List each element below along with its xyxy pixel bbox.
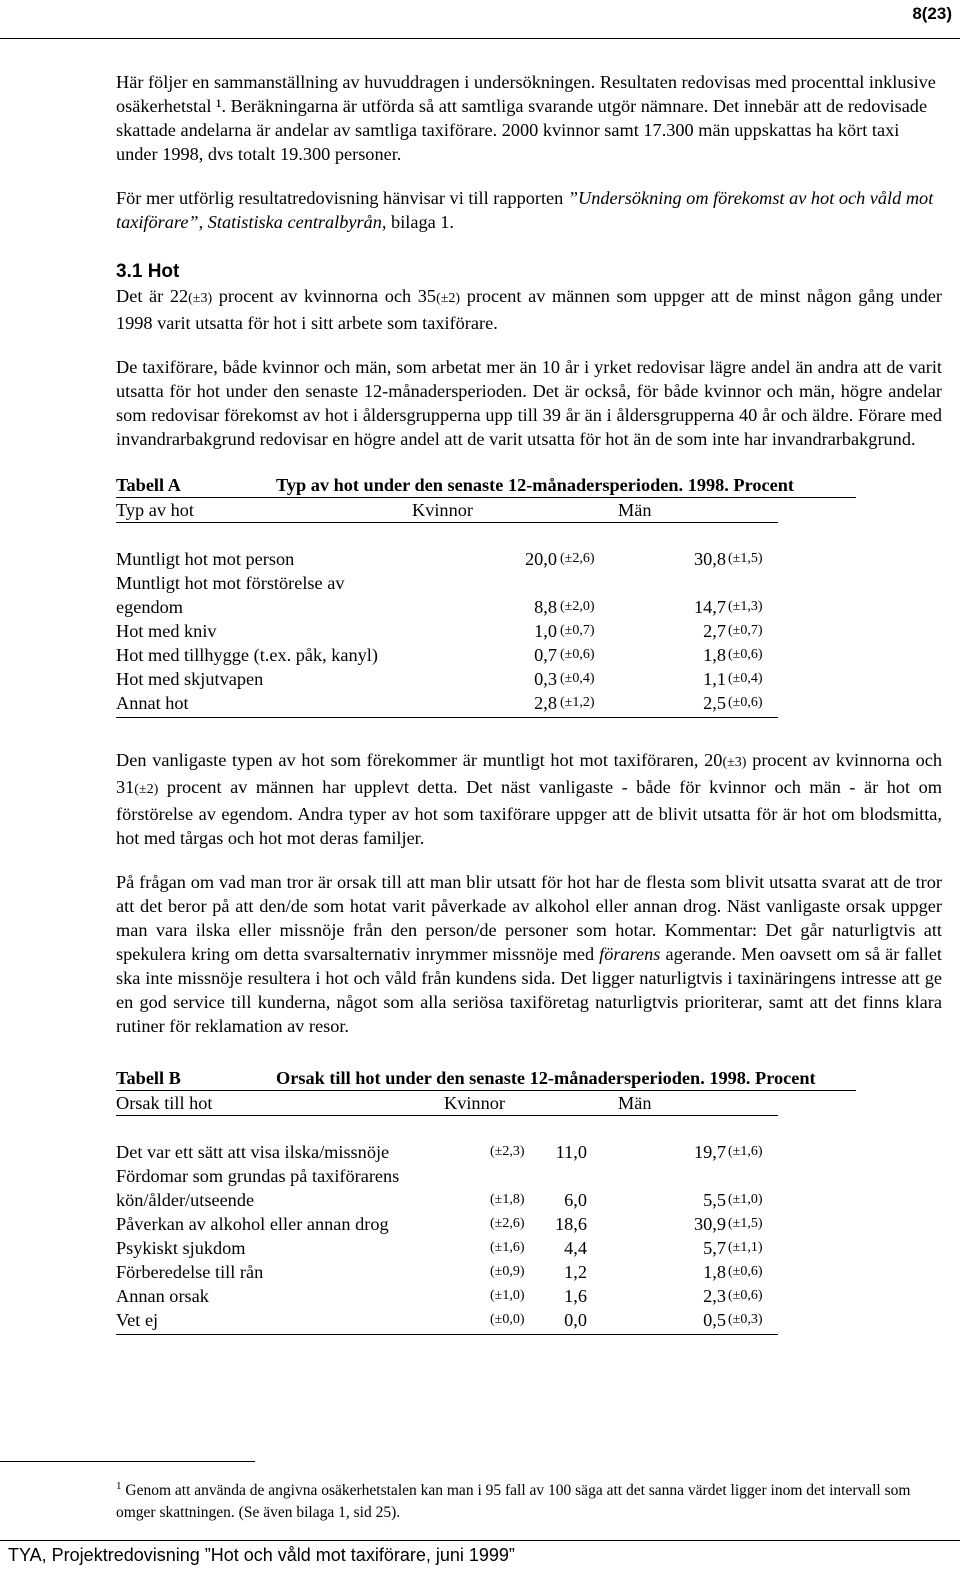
text: På frågan om vad man tror är orsak till att man blir utsatt för hot har de flesta som blivit utsatta svarat att de tror att det beror på att den/de som hotat varit påverkade av alkohol eller annan drog. Näst vanligaste orsak uppger man vara ilska eller missnöje från den person/de personer som hotar. Kommentar: Det går naturligtvis att spekulera kring om detta svarsalternativ inrymmer missnöje med	[116, 872, 942, 964]
row-label: Hot med kniv	[116, 621, 217, 641]
column-header: Män	[618, 500, 652, 520]
mid-paragraph-2	[116, 870, 942, 1038]
page-content	[116, 70, 942, 1335]
table-row	[116, 547, 778, 571]
table-row	[116, 691, 778, 715]
row-label: Annat hot	[116, 693, 189, 713]
reference-text: För mer utförlig resultatredovisning hänvisar vi till rapporten	[116, 188, 568, 208]
margin-of-error: (±3)	[722, 755, 747, 770]
table-row	[116, 1188, 778, 1212]
emphasis: förarens	[599, 944, 661, 964]
table-row	[116, 1260, 778, 1284]
men-value: 5,5	[703, 1190, 726, 1210]
men-value: 0,5	[703, 1310, 726, 1330]
text: Den vanligaste typen av hot som förekommer är muntligt hot mot taxiföraren, 20	[116, 750, 723, 770]
men-value: 2,3	[703, 1286, 726, 1306]
women-value: 11,0	[555, 1142, 587, 1162]
table-row	[116, 1212, 778, 1236]
table-b-header	[116, 1091, 778, 1116]
men-value: 2,7	[703, 621, 726, 641]
men-margin: (±1,6)	[728, 1144, 763, 1159]
reference-paragraph	[116, 186, 942, 234]
column-header: Kvinnor	[444, 1093, 505, 1113]
row-label: egendom	[116, 597, 184, 617]
column-header: Kvinnor	[412, 500, 473, 520]
men-margin: (±1,0)	[728, 1192, 763, 1207]
women-margin: (±0,7)	[560, 623, 595, 638]
men-value: 30,8	[694, 549, 726, 569]
row-label: Muntligt hot mot förstörelse av	[116, 573, 345, 593]
text: procent av männen som uppger att de minst någon gång under 1998 varit utsatta för hot i sitt arbete som taxiförare.	[116, 286, 942, 333]
table-a-header	[116, 498, 778, 523]
text: agerande. Men oavsett om så är fallet ska inte missnöje resultera i hot och våld från kundens sida. Det ligger naturligtvis i taxinäringens intresse att ge en god service till kunderna, något som alla seriösa taxiföretag naturligtvis prioriterar, samt att det finns klara rutiner för reklamation av resor.	[116, 944, 942, 1036]
row-label: Vet ej	[116, 1310, 159, 1330]
row-label: Annan orsak	[116, 1286, 209, 1306]
men-value: 1,8	[703, 645, 726, 665]
section-heading: 3.1 Hot	[116, 261, 180, 282]
women-margin: (±1,6)	[490, 1240, 525, 1255]
column-header: Män	[618, 1093, 652, 1113]
reference-title: ”Undersökning om förekomst av hot och våld mot taxiförare”, Statistiska centralbyrån,	[116, 188, 934, 232]
women-margin: (±1,8)	[490, 1192, 525, 1207]
footnote-text: Genom att använda de angivna osäkerhetstalen kan man i 95 fall av 100 säga att det sanna värdet ligger inom det intervall som omger skattningen. (Se även bilaga 1, sid 25).	[116, 1482, 911, 1522]
women-margin: (±0,6)	[560, 647, 595, 662]
margin-of-error: (±3)	[188, 291, 213, 306]
women-value: 0,7	[534, 645, 557, 665]
men-margin: (±0,6)	[728, 1264, 763, 1279]
women-margin: (±2,6)	[490, 1216, 525, 1231]
table-b-label: Tabell B	[116, 1068, 181, 1088]
table-a-body	[116, 547, 778, 718]
men-margin: (±1,5)	[728, 1216, 763, 1231]
men-value: 1,1	[703, 669, 726, 689]
men-value: 1,8	[703, 1262, 726, 1282]
men-margin: (±0,6)	[728, 695, 763, 710]
men-margin: (±0,3)	[728, 1312, 763, 1327]
mid-paragraph-1	[116, 748, 942, 850]
men-margin: (±0,7)	[728, 623, 763, 638]
women-value: 8,8	[534, 597, 557, 617]
table-a	[116, 498, 778, 718]
women-margin: (±2,3)	[490, 1144, 525, 1159]
margin-of-error: (±2)	[134, 782, 159, 797]
table-row	[116, 1308, 778, 1332]
table-a-label: Tabell A	[116, 475, 181, 495]
women-margin: (±1,2)	[560, 695, 595, 710]
page-number: 8(23)	[912, 4, 952, 23]
women-value: 20,0	[525, 549, 557, 569]
table-row	[116, 643, 778, 667]
table-b-caption: Orsak till hot under den senaste 12-månadersperioden. 1998. Procent	[276, 1068, 816, 1088]
row-label: Hot med skjutvapen	[116, 669, 264, 689]
women-margin: (±2,6)	[560, 551, 595, 566]
table-b-title	[116, 1066, 856, 1091]
women-margin: (±0,0)	[490, 1312, 525, 1327]
row-label: Muntligt hot mot person	[116, 549, 295, 569]
table-row	[116, 595, 778, 619]
section-paragraph-1	[116, 284, 942, 335]
row-label: kön/ålder/utseende	[116, 1190, 255, 1210]
men-margin: (±0,6)	[728, 1288, 763, 1303]
row-label: Psykiskt sjukdom	[116, 1238, 246, 1258]
men-value: 5,7	[703, 1238, 726, 1258]
row-label: Det var ett sätt att visa ilska/missnöje	[116, 1142, 390, 1162]
men-margin: (±1,5)	[728, 551, 763, 566]
table-row	[116, 1284, 778, 1308]
men-value: 30,9	[694, 1214, 726, 1234]
men-margin: (±0,4)	[728, 671, 763, 686]
women-margin: (±2,0)	[560, 599, 595, 614]
table-row	[116, 1140, 778, 1164]
table-row	[116, 1164, 778, 1188]
footnote-marker: 1	[116, 1480, 122, 1492]
footer-rule	[0, 1540, 960, 1541]
table-row	[116, 1236, 778, 1260]
header-rule	[0, 38, 960, 39]
women-value: 4,4	[564, 1238, 587, 1258]
table-b-body	[116, 1140, 778, 1335]
table-a-caption: Typ av hot under den senaste 12-månadersperioden. 1998. Procent	[276, 475, 794, 495]
women-margin: (±0,9)	[490, 1264, 525, 1279]
row-label: Förberedelse till rån	[116, 1262, 264, 1282]
row-label: Fördomar som grundas på taxiförarens	[116, 1166, 400, 1186]
column-header: Typ av hot	[116, 500, 194, 520]
men-value: 14,7	[694, 597, 726, 617]
women-value: 1,2	[564, 1262, 587, 1282]
women-margin: (±0,4)	[560, 671, 595, 686]
row-label: Påverkan av alkohol eller annan drog	[116, 1214, 389, 1234]
table-b	[116, 1091, 778, 1335]
text: procent av kvinnorna och 31	[116, 750, 942, 797]
women-value: 1,6	[564, 1286, 587, 1306]
women-value: 0,3	[534, 669, 557, 689]
men-value: 19,7	[694, 1142, 726, 1162]
women-value: 0,0	[564, 1310, 587, 1330]
page-footer: TYA, Projektredovisning ”Hot och våld mot taxiförare, juni 1999”	[8, 1545, 515, 1565]
text: procent av kvinnorna och 35	[212, 286, 437, 306]
text: procent av männen har upplevt detta. Det näst vanligaste - både för kvinnor och män - är hot om förstörelse av egendom. Andra typer av hot som taxiförare uppger att de blivit utsatta för är hot om blodsmitta, hot med tårgas och hot mot deras familjer.	[116, 777, 942, 848]
footnote	[116, 1475, 942, 1524]
women-value: 1,0	[534, 621, 557, 641]
women-value: 2,8	[534, 693, 557, 713]
table-row	[116, 619, 778, 643]
column-header: Orsak till hot	[116, 1093, 213, 1113]
women-value: 6,0	[564, 1190, 587, 1210]
footnote-rule	[0, 1461, 255, 1462]
table-row	[116, 571, 778, 595]
table-a-title	[116, 473, 856, 498]
row-label: Hot med tillhygge (t.ex. påk, kanyl)	[116, 645, 378, 665]
women-margin: (±1,0)	[490, 1288, 525, 1303]
section-paragraph-2: De taxiförare, både kvinnor och män, som arbetat mer än 10 år i yrket redovisar lägre andel än andra att de varit utsatta för hot under den senaste 12-månadersperioden. Det är också, för både kvinnor och män, högre andelar som redovisar förekomst av hot i åldersgrupperna upp till 39 år än i åldersgrupperna 40 år och äldre. Förare med invandrarbakgrund redovisar en högre andel att de varit utsatta för hot än de som inte har invandrarbakgrund.	[116, 357, 942, 449]
text: Det är 22	[116, 286, 189, 306]
men-margin: (±0,6)	[728, 647, 763, 662]
table-row	[116, 667, 778, 691]
reference-tail: bilaga 1.	[386, 212, 455, 232]
men-margin: (±1,1)	[728, 1240, 763, 1255]
margin-of-error: (±2)	[436, 291, 461, 306]
men-margin: (±1,3)	[728, 599, 763, 614]
intro-paragraph: Här följer en sammanställning av huvuddragen i undersökningen. Resultaten redovisas med procenttal inklusive osäkerhetstal ¹. Beräkningarna är utförda så att samtliga svarande utgör nämnare. Det innebär att de redovisade skattade andelarna är andelar av samtliga taxiförare. 2000 kvinnor samt 17.300 män uppskattas ha kört taxi under 1998, dvs totalt 19.300 personer.	[116, 72, 936, 164]
men-value: 2,5	[703, 693, 726, 713]
women-value: 18,6	[555, 1214, 587, 1234]
